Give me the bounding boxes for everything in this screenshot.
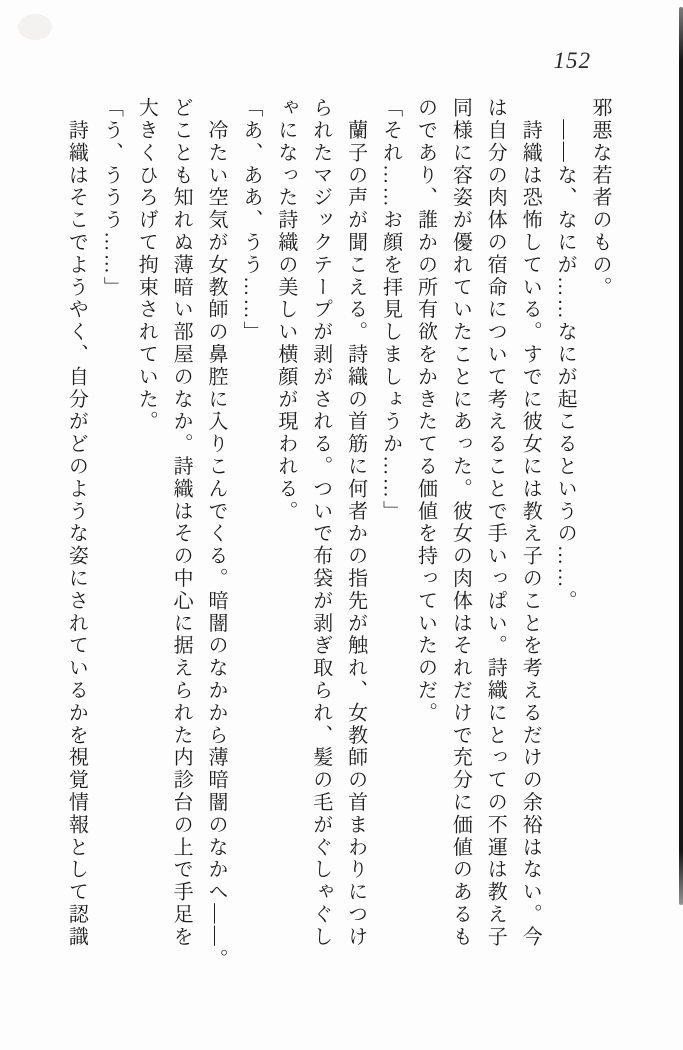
scan-artifact (18, 14, 52, 40)
text-line: られたマジックテープが剥がされる。ついで布袋が剥ぎ取られ、髪の毛がぐしゃぐし (309, 97, 332, 949)
text-line: 同様に容姿が優れていたことにあった。彼女の肉体はそれだけで充分に価値のあるも (449, 97, 472, 949)
text-line: 「あ、ああ、うう……」 (239, 97, 262, 344)
text-line: 蘭子の声が聞こえる。詩織の首筋に何者かの指先が触れ、女教師の首まわりにつけ (344, 97, 367, 949)
text-line: 「それ……お顔を拝見しましょうか……」 (379, 97, 402, 523)
text-line: は自分の肉体の宿命について考えることで手いっぱい。詩織にとっての不運は教え子 (484, 97, 507, 949)
page-edge-line (679, 7, 683, 905)
text-line: 邪悪な若者のもの。 (589, 97, 611, 299)
text-line: のであり、誰かの所有欲をかきたてる価値を持っていたのだ。 (414, 97, 437, 725)
text-line: 詩織は恐怖している。すでに彼女には教え子のことを考えるだけの余裕はない。今 (519, 97, 542, 949)
page-number: 152 (553, 48, 591, 73)
text-line: ――な、なにが……なにが起こるというの……。 (554, 97, 577, 613)
text-line: 「う、ううう……」 (100, 97, 123, 299)
text-line: 冷たい空気が女教師の鼻腔に入りこんでくる。暗闇のなかから薄暗闇のなかへ――。 (205, 97, 228, 971)
text-line: 大きくひろげて拘束されていた。 (135, 97, 158, 433)
text-line: 詩織はそこでようやく、自分がどのような姿にされているかを視覚情報として認識 (65, 97, 88, 949)
page-text-block (59, 97, 618, 971)
text-line: ゃになった詩織の美しい横顔が現われる。 (274, 97, 297, 523)
text-line: どことも知れぬ薄暗い部屋のなか。詩織はその中心に据えられた内診台の上で手足を (170, 97, 193, 949)
